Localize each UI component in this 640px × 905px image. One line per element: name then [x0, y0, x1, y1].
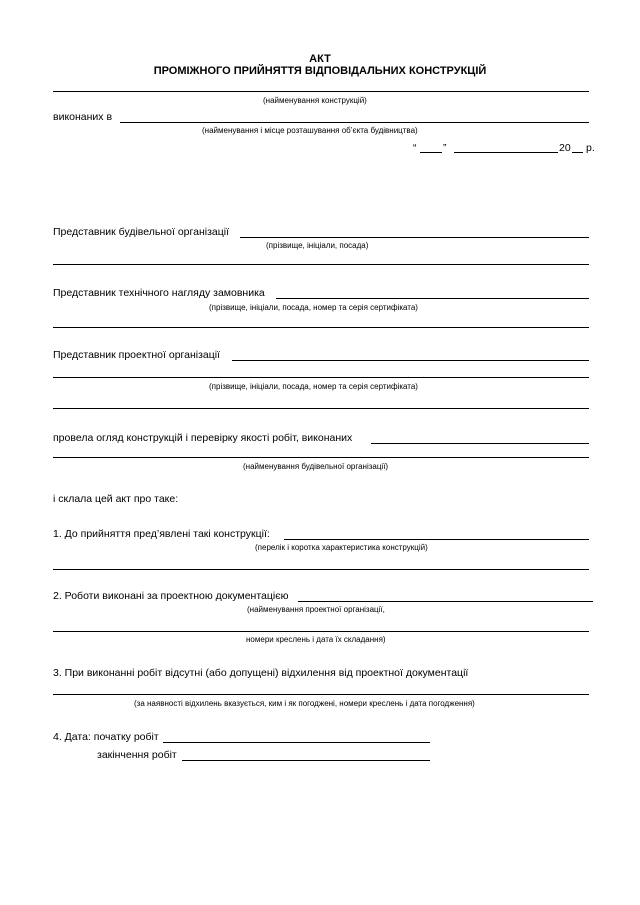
item2-field[interactable] [298, 601, 593, 602]
compiled-label: і склала цей акт про таке: [53, 493, 179, 505]
item3-label: 3. При виконанні робіт відсутні (або допущені) відхилення від проектної документації [53, 667, 469, 679]
item2-label: 2. Роботи виконані за проектною документацією [53, 590, 289, 602]
inspection-builder-field[interactable] [371, 443, 589, 444]
hint-builder-rep: (прізвище, ініціали, посада) [266, 241, 369, 250]
design-rep-field[interactable] [232, 360, 589, 361]
inspection-label: провела огляд конструкцій і перевірку якості робіт, виконаних [53, 432, 353, 444]
date-year-suffix: р. [586, 142, 595, 154]
item4-start-label: 4. Дата: початку робіт [53, 731, 159, 743]
item1-field[interactable] [284, 539, 589, 540]
document-title: АКТ [309, 53, 331, 65]
date-year-prefix: 20 [559, 142, 571, 154]
supervision-rep-label: Представник технічного нагляду замовника [53, 287, 265, 299]
hint-item2a: (найменування проектної організації, [247, 605, 385, 614]
hint-builder-org: (найменування будівельної організації) [243, 462, 389, 471]
date-close-quote: ” [443, 142, 447, 154]
item1-label: 1. До прийняття пред’явлені такі конструкції: [53, 528, 270, 540]
supervision-rep-field[interactable] [276, 298, 589, 299]
builder-rep-field-2[interactable] [53, 264, 589, 265]
design-rep-field-3[interactable] [53, 408, 589, 409]
date-day-field[interactable] [420, 152, 442, 153]
hint-item3: (за наявності відхилень вказується, ким і як погоджені, номери креслень і дата погодження) [134, 699, 475, 708]
hint-design-rep: (прізвище, ініціали, посада, номер та серія сертифіката) [209, 382, 418, 391]
hint-item1: (перелік і коротка характеристика конструкцій) [255, 543, 428, 552]
item1-field-2[interactable] [53, 569, 589, 570]
design-rep-field-2[interactable] [53, 377, 589, 378]
item2-field-2[interactable] [53, 631, 589, 632]
hint-item2b: номери креслень і дата їх складання) [246, 635, 386, 644]
hint-supervision-rep: (прізвище, ініціали, посада, номер та серія сертифіката) [209, 303, 418, 312]
design-rep-label: Представник проектної організації [53, 349, 221, 361]
supervision-rep-field-2[interactable] [53, 327, 589, 328]
document-subtitle: ПРОМІЖНОГО ПРИЙНЯТТЯ ВІДПОВІДАЛЬНИХ КОНСТРУКЦІЙ [153, 65, 487, 77]
inspection-builder-field-2[interactable] [53, 457, 589, 458]
builder-rep-label: Представник будівельної організації [53, 226, 229, 238]
constructions-name-field[interactable] [53, 91, 589, 92]
item4-end-label: закінчення робіт [97, 749, 177, 761]
work-end-date-field[interactable] [182, 760, 430, 761]
date-year-field[interactable] [572, 152, 583, 153]
builder-rep-field[interactable] [240, 237, 589, 238]
date-open-quote: “ [413, 142, 417, 154]
hint-object-name-place: (найменування і місце розташування об’єкта будівництва) [202, 126, 418, 135]
hint-constructions-name: (найменування конструкцій) [263, 96, 367, 105]
item3-field[interactable] [53, 694, 589, 695]
work-start-date-field[interactable] [163, 742, 430, 743]
date-month-field[interactable] [454, 152, 558, 153]
object-name-field[interactable] [120, 122, 589, 123]
performed-in-label: виконаних в [53, 111, 113, 123]
